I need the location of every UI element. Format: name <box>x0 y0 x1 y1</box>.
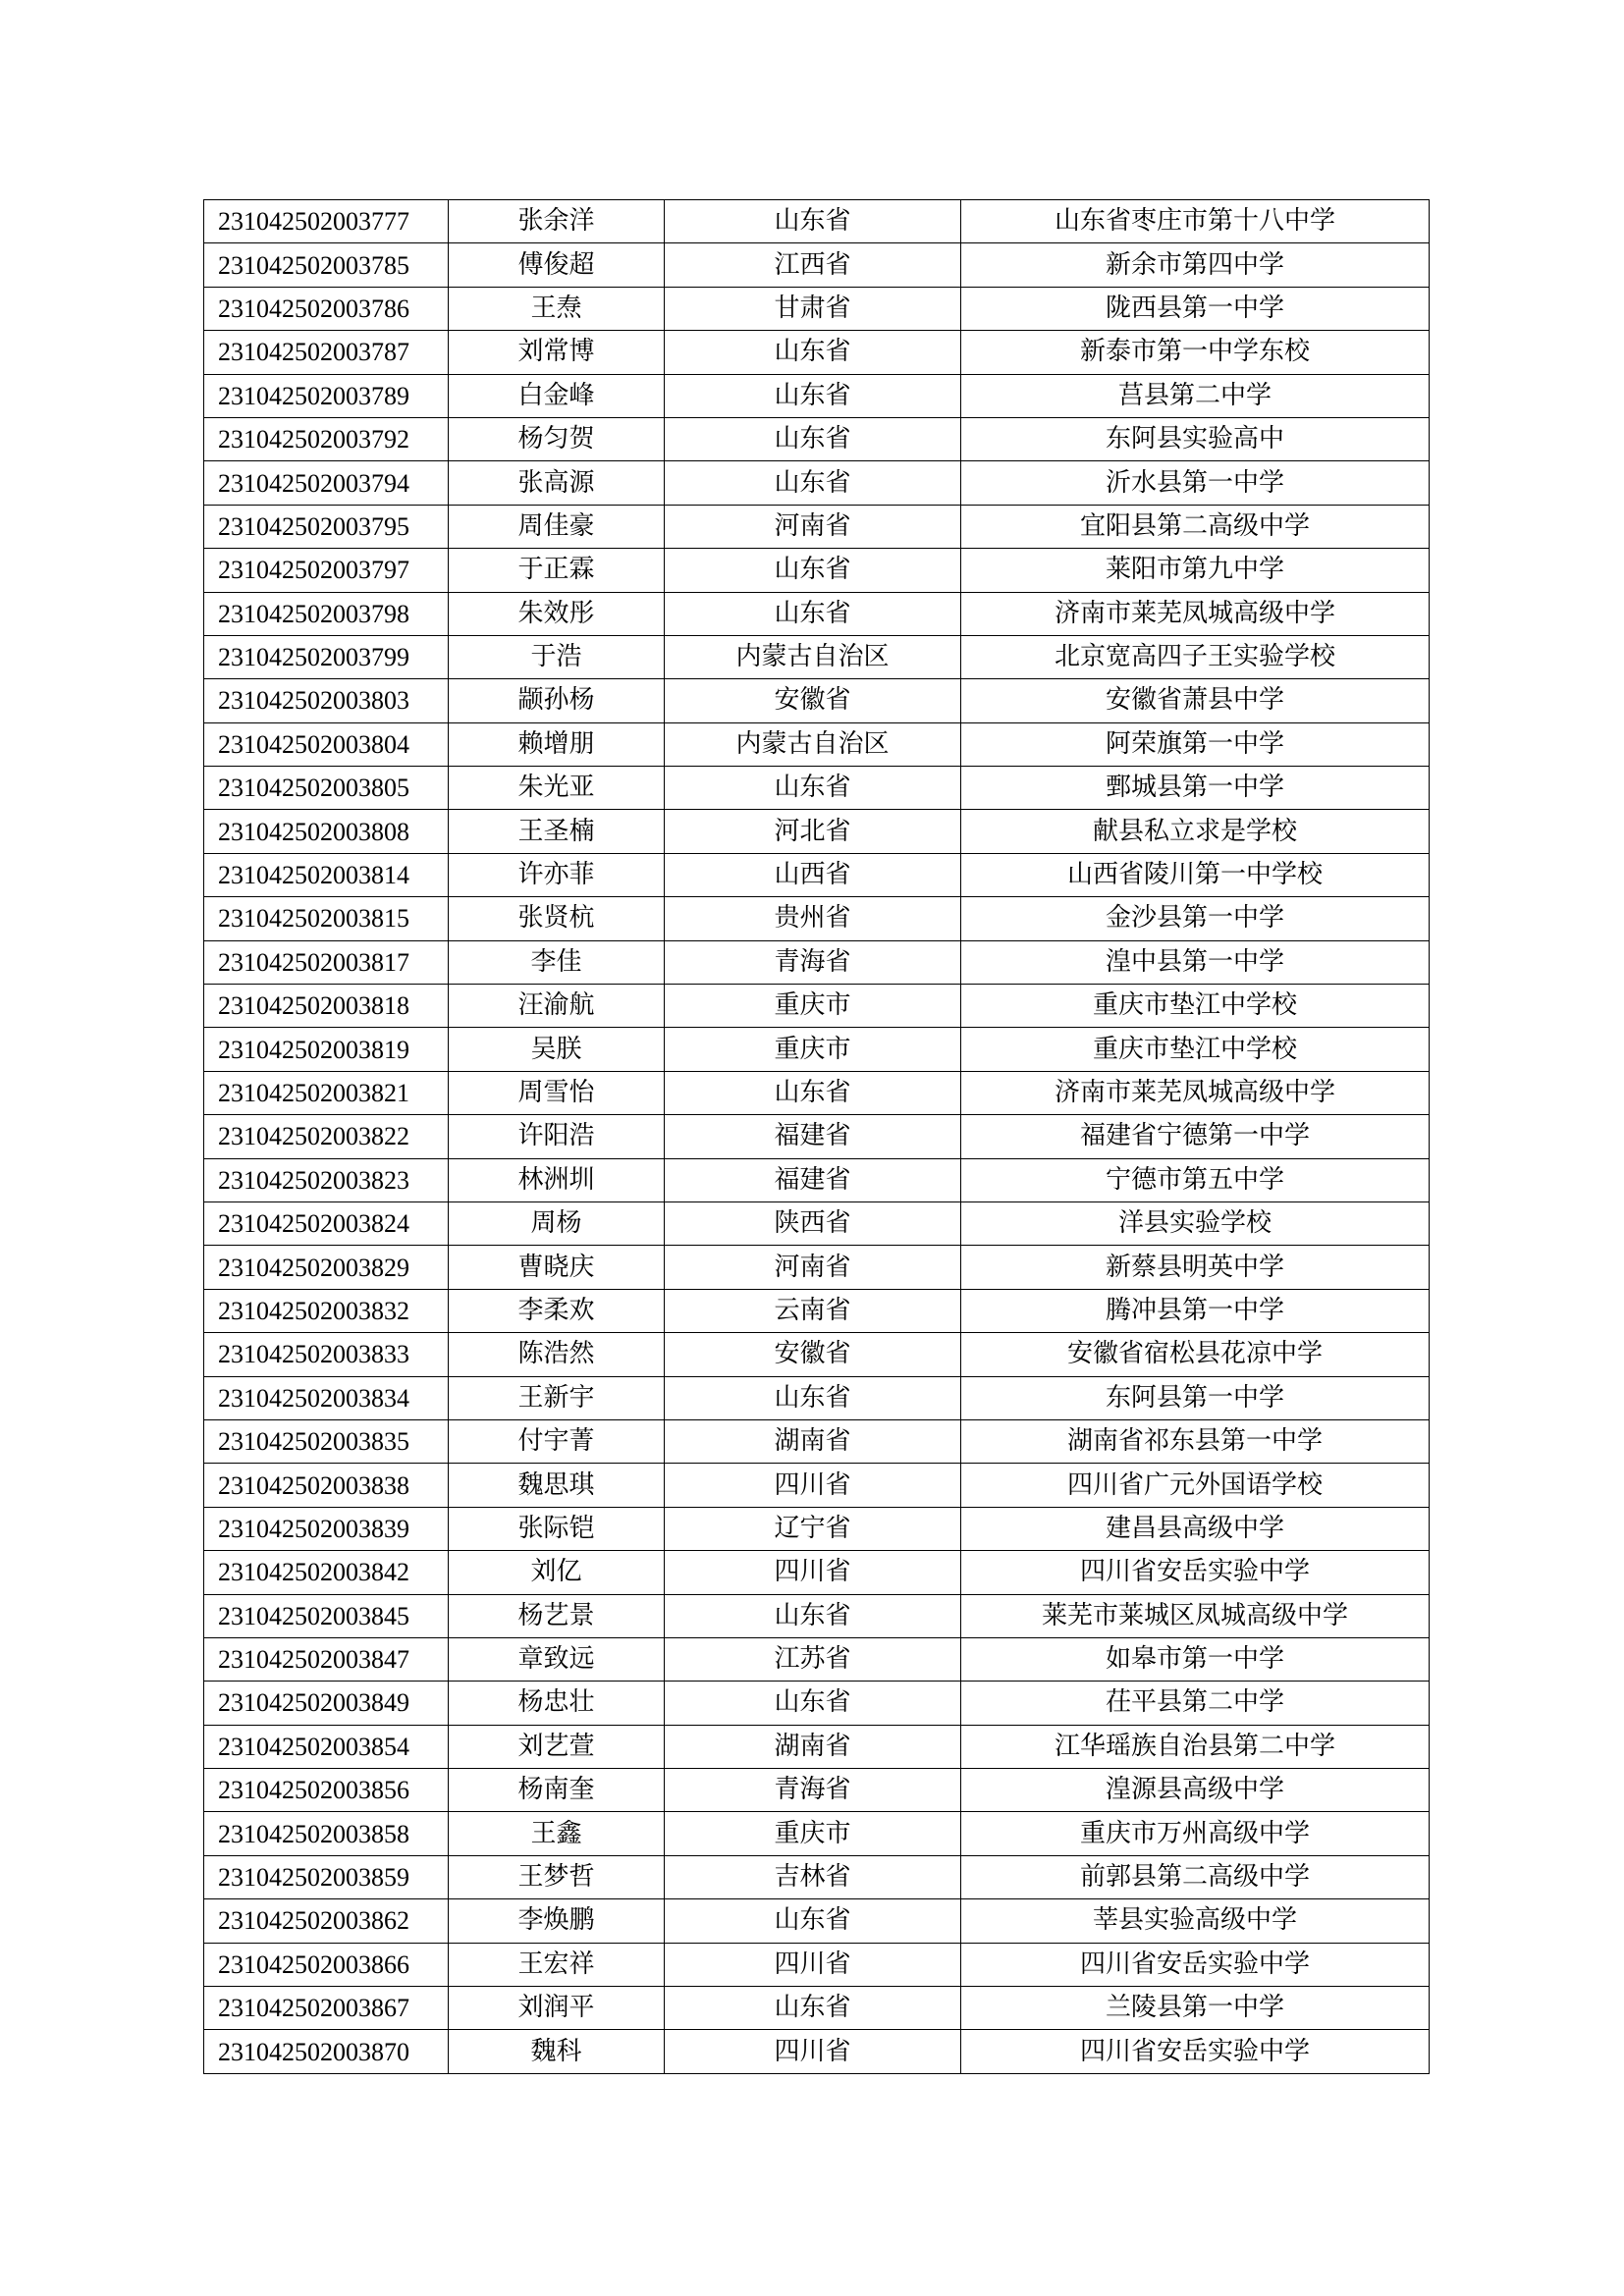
school-cell: 莱阳市第九中学 <box>961 549 1430 592</box>
candidate-id-cell: 231042502003815 <box>204 897 449 940</box>
candidate-id-cell: 231042502003838 <box>204 1464 449 1507</box>
province-cell: 青海省 <box>665 1769 961 1812</box>
table-row <box>204 635 1430 678</box>
school-cell: 福建省宁德第一中学 <box>961 1115 1430 1158</box>
school-cell: 宜阳县第二高级中学 <box>961 505 1430 548</box>
roster-sheet <box>203 199 1429 2074</box>
school-cell: 前郭县第二高级中学 <box>961 1855 1430 1898</box>
province-cell: 四川省 <box>665 2030 961 2073</box>
candidate-id-cell: 231042502003832 <box>204 1289 449 1332</box>
province-cell: 陕西省 <box>665 1201 961 1245</box>
table-row <box>204 2030 1430 2073</box>
table-row <box>204 767 1430 810</box>
candidate-id-cell: 231042502003839 <box>204 1507 449 1550</box>
school-cell: 腾冲县第一中学 <box>961 1289 1430 1332</box>
student-name-cell: 傅俊超 <box>449 243 665 287</box>
province-cell: 山东省 <box>665 461 961 505</box>
table-row <box>204 1943 1430 1986</box>
school-cell: 重庆市垫江中学校 <box>961 1028 1430 1071</box>
student-name-cell: 林洲圳 <box>449 1158 665 1201</box>
province-cell: 四川省 <box>665 1464 961 1507</box>
student-name-cell: 杨忠壮 <box>449 1682 665 1725</box>
province-cell: 山东省 <box>665 1071 961 1114</box>
candidate-id-cell: 231042502003829 <box>204 1246 449 1289</box>
student-name-cell: 李焕鹏 <box>449 1899 665 1943</box>
table-row <box>204 1115 1430 1158</box>
table-row <box>204 940 1430 984</box>
province-cell: 江西省 <box>665 243 961 287</box>
candidate-id-cell: 231042502003862 <box>204 1899 449 1943</box>
school-cell: 茌平县第二中学 <box>961 1682 1430 1725</box>
table-row <box>204 1899 1430 1943</box>
student-name-cell: 王鑫 <box>449 1812 665 1855</box>
province-cell: 吉林省 <box>665 1855 961 1898</box>
student-name-cell: 杨南奎 <box>449 1769 665 1812</box>
table-row <box>204 853 1430 896</box>
province-cell: 山西省 <box>665 853 961 896</box>
candidate-id-cell: 231042502003814 <box>204 853 449 896</box>
candidate-id-cell: 231042502003799 <box>204 635 449 678</box>
school-cell: 洋县实验学校 <box>961 1201 1430 1245</box>
student-name-cell: 王宏祥 <box>449 1943 665 1986</box>
province-cell: 山东省 <box>665 1376 961 1419</box>
table-row <box>204 1682 1430 1725</box>
table-row <box>204 1289 1430 1332</box>
candidate-id-cell: 231042502003798 <box>204 592 449 635</box>
school-cell: 建昌县高级中学 <box>961 1507 1430 1550</box>
candidate-id-cell: 231042502003870 <box>204 2030 449 2073</box>
student-name-cell: 刘亿 <box>449 1551 665 1594</box>
student-name-cell: 张高源 <box>449 461 665 505</box>
student-name-cell: 吴朕 <box>449 1028 665 1071</box>
candidate-id-cell: 231042502003849 <box>204 1682 449 1725</box>
school-cell: 陇西县第一中学 <box>961 287 1430 330</box>
school-cell: 东阿县第一中学 <box>961 1376 1430 1419</box>
school-cell: 江华瑶族自治县第二中学 <box>961 1725 1430 1768</box>
table-row <box>204 287 1430 330</box>
province-cell: 福建省 <box>665 1158 961 1201</box>
table-row <box>204 810 1430 853</box>
candidate-id-cell: 231042502003858 <box>204 1812 449 1855</box>
candidate-id-cell: 231042502003835 <box>204 1419 449 1463</box>
roster-table <box>203 199 1430 2074</box>
candidate-id-cell: 231042502003842 <box>204 1551 449 1594</box>
student-name-cell: 张际铠 <box>449 1507 665 1550</box>
student-name-cell: 张余洋 <box>449 200 665 243</box>
student-name-cell: 章致远 <box>449 1637 665 1681</box>
province-cell: 四川省 <box>665 1551 961 1594</box>
school-cell: 四川省安岳实验中学 <box>961 1943 1430 1986</box>
table-row <box>204 331 1430 374</box>
province-cell: 山东省 <box>665 200 961 243</box>
candidate-id-cell: 231042502003818 <box>204 985 449 1028</box>
province-cell: 甘肃省 <box>665 287 961 330</box>
table-row <box>204 1246 1430 1289</box>
student-name-cell: 王焘 <box>449 287 665 330</box>
candidate-id-cell: 231042502003823 <box>204 1158 449 1201</box>
candidate-id-cell: 231042502003866 <box>204 1943 449 1986</box>
province-cell: 山东省 <box>665 592 961 635</box>
school-cell: 献县私立求是学校 <box>961 810 1430 853</box>
table-row <box>204 374 1430 417</box>
student-name-cell: 周佳豪 <box>449 505 665 548</box>
student-name-cell: 李柔欢 <box>449 1289 665 1332</box>
province-cell: 内蒙古自治区 <box>665 722 961 766</box>
student-name-cell: 许阳浩 <box>449 1115 665 1158</box>
candidate-id-cell: 231042502003833 <box>204 1333 449 1376</box>
candidate-id-cell: 231042502003859 <box>204 1855 449 1898</box>
roster-table-body <box>204 200 1430 2074</box>
school-cell: 四川省安岳实验中学 <box>961 2030 1430 2073</box>
school-cell: 如皋市第一中学 <box>961 1637 1430 1681</box>
school-cell: 山西省陵川第一中学校 <box>961 853 1430 896</box>
table-row <box>204 1419 1430 1463</box>
table-row <box>204 1376 1430 1419</box>
school-cell: 济南市莱芜凤城高级中学 <box>961 592 1430 635</box>
school-cell: 安徽省宿松县花凉中学 <box>961 1333 1430 1376</box>
school-cell: 新泰市第一中学东校 <box>961 331 1430 374</box>
province-cell: 四川省 <box>665 1943 961 1986</box>
table-row <box>204 1855 1430 1898</box>
table-row <box>204 1333 1430 1376</box>
province-cell: 山东省 <box>665 1594 961 1637</box>
school-cell: 重庆市垫江中学校 <box>961 985 1430 1028</box>
student-name-cell: 白金峰 <box>449 374 665 417</box>
student-name-cell: 魏思琪 <box>449 1464 665 1507</box>
student-name-cell: 于浩 <box>449 635 665 678</box>
table-row <box>204 1028 1430 1071</box>
province-cell: 河南省 <box>665 1246 961 1289</box>
table-row <box>204 549 1430 592</box>
candidate-id-cell: 231042502003821 <box>204 1071 449 1114</box>
school-cell: 四川省安岳实验中学 <box>961 1551 1430 1594</box>
student-name-cell: 付宇菁 <box>449 1419 665 1463</box>
candidate-id-cell: 231042502003845 <box>204 1594 449 1637</box>
school-cell: 鄄城县第一中学 <box>961 767 1430 810</box>
province-cell: 河北省 <box>665 810 961 853</box>
school-cell: 安徽省萧县中学 <box>961 679 1430 722</box>
province-cell: 山东省 <box>665 549 961 592</box>
student-name-cell: 杨匀贺 <box>449 417 665 460</box>
table-row <box>204 897 1430 940</box>
table-row <box>204 1551 1430 1594</box>
candidate-id-cell: 231042502003856 <box>204 1769 449 1812</box>
school-cell: 湟中县第一中学 <box>961 940 1430 984</box>
candidate-id-cell: 231042502003787 <box>204 331 449 374</box>
table-row <box>204 1071 1430 1114</box>
province-cell: 湖南省 <box>665 1725 961 1768</box>
province-cell: 山东省 <box>665 767 961 810</box>
school-cell: 金沙县第一中学 <box>961 897 1430 940</box>
table-row <box>204 461 1430 505</box>
candidate-id-cell: 231042502003808 <box>204 810 449 853</box>
table-row <box>204 1769 1430 1812</box>
school-cell: 沂水县第一中学 <box>961 461 1430 505</box>
candidate-id-cell: 231042502003819 <box>204 1028 449 1071</box>
student-name-cell: 汪渝航 <box>449 985 665 1028</box>
table-row <box>204 505 1430 548</box>
school-cell: 宁德市第五中学 <box>961 1158 1430 1201</box>
province-cell: 辽宁省 <box>665 1507 961 1550</box>
province-cell: 重庆市 <box>665 1812 961 1855</box>
school-cell: 山东省枣庄市第十八中学 <box>961 200 1430 243</box>
school-cell: 重庆市万州高级中学 <box>961 1812 1430 1855</box>
candidate-id-cell: 231042502003785 <box>204 243 449 287</box>
student-name-cell: 曹晓庆 <box>449 1246 665 1289</box>
candidate-id-cell: 231042502003804 <box>204 722 449 766</box>
candidate-id-cell: 231042502003822 <box>204 1115 449 1158</box>
province-cell: 湖南省 <box>665 1419 961 1463</box>
school-cell: 新蔡县明英中学 <box>961 1246 1430 1289</box>
candidate-id-cell: 231042502003789 <box>204 374 449 417</box>
table-row <box>204 1158 1430 1201</box>
table-row <box>204 679 1430 722</box>
table-row <box>204 1594 1430 1637</box>
table-row <box>204 200 1430 243</box>
candidate-id-cell: 231042502003824 <box>204 1201 449 1245</box>
province-cell: 内蒙古自治区 <box>665 635 961 678</box>
table-row <box>204 243 1430 287</box>
table-row <box>204 417 1430 460</box>
student-name-cell: 颛孙杨 <box>449 679 665 722</box>
student-name-cell: 王梦哲 <box>449 1855 665 1898</box>
student-name-cell: 张贤杭 <box>449 897 665 940</box>
student-name-cell: 陈浩然 <box>449 1333 665 1376</box>
school-cell: 莒县第二中学 <box>961 374 1430 417</box>
school-cell: 莱芜市莱城区凤城高级中学 <box>961 1594 1430 1637</box>
candidate-id-cell: 231042502003786 <box>204 287 449 330</box>
school-cell: 济南市莱芜凤城高级中学 <box>961 1071 1430 1114</box>
candidate-id-cell: 231042502003854 <box>204 1725 449 1768</box>
province-cell: 青海省 <box>665 940 961 984</box>
candidate-id-cell: 231042502003805 <box>204 767 449 810</box>
table-row <box>204 1812 1430 1855</box>
table-row <box>204 1201 1430 1245</box>
province-cell: 福建省 <box>665 1115 961 1158</box>
province-cell: 安徽省 <box>665 1333 961 1376</box>
table-row <box>204 1464 1430 1507</box>
student-name-cell: 于正霖 <box>449 549 665 592</box>
candidate-id-cell: 231042502003797 <box>204 549 449 592</box>
school-cell: 北京宽高四子王实验学校 <box>961 635 1430 678</box>
school-cell: 莘县实验高级中学 <box>961 1899 1430 1943</box>
student-name-cell: 杨艺景 <box>449 1594 665 1637</box>
school-cell: 新余市第四中学 <box>961 243 1430 287</box>
candidate-id-cell: 231042502003834 <box>204 1376 449 1419</box>
province-cell: 重庆市 <box>665 1028 961 1071</box>
candidate-id-cell: 231042502003847 <box>204 1637 449 1681</box>
table-row <box>204 592 1430 635</box>
candidate-id-cell: 231042502003803 <box>204 679 449 722</box>
province-cell: 山东省 <box>665 1682 961 1725</box>
student-name-cell: 王新宇 <box>449 1376 665 1419</box>
student-name-cell: 刘润平 <box>449 1987 665 2030</box>
student-name-cell: 朱光亚 <box>449 767 665 810</box>
school-cell: 湟源县高级中学 <box>961 1769 1430 1812</box>
student-name-cell: 刘艺萱 <box>449 1725 665 1768</box>
table-row <box>204 1725 1430 1768</box>
school-cell: 湖南省祁东县第一中学 <box>961 1419 1430 1463</box>
candidate-id-cell: 231042502003777 <box>204 200 449 243</box>
candidate-id-cell: 231042502003817 <box>204 940 449 984</box>
school-cell: 阿荣旗第一中学 <box>961 722 1430 766</box>
province-cell: 贵州省 <box>665 897 961 940</box>
student-name-cell: 周杨 <box>449 1201 665 1245</box>
province-cell: 江苏省 <box>665 1637 961 1681</box>
student-name-cell: 王圣楠 <box>449 810 665 853</box>
province-cell: 重庆市 <box>665 985 961 1028</box>
province-cell: 山东省 <box>665 417 961 460</box>
student-name-cell: 刘常博 <box>449 331 665 374</box>
province-cell: 山东省 <box>665 331 961 374</box>
candidate-id-cell: 231042502003795 <box>204 505 449 548</box>
school-cell: 四川省广元外国语学校 <box>961 1464 1430 1507</box>
candidate-id-cell: 231042502003867 <box>204 1987 449 2030</box>
province-cell: 云南省 <box>665 1289 961 1332</box>
student-name-cell: 赖增朋 <box>449 722 665 766</box>
table-row <box>204 985 1430 1028</box>
table-row <box>204 722 1430 766</box>
student-name-cell: 许亦菲 <box>449 853 665 896</box>
student-name-cell: 周雪怡 <box>449 1071 665 1114</box>
table-row <box>204 1637 1430 1681</box>
school-cell: 兰陵县第一中学 <box>961 1987 1430 2030</box>
table-row <box>204 1507 1430 1550</box>
school-cell: 东阿县实验高中 <box>961 417 1430 460</box>
province-cell: 山东省 <box>665 1899 961 1943</box>
table-row <box>204 1987 1430 2030</box>
province-cell: 山东省 <box>665 374 961 417</box>
student-name-cell: 李佳 <box>449 940 665 984</box>
candidate-id-cell: 231042502003792 <box>204 417 449 460</box>
province-cell: 山东省 <box>665 1987 961 2030</box>
student-name-cell: 朱效彤 <box>449 592 665 635</box>
candidate-id-cell: 231042502003794 <box>204 461 449 505</box>
province-cell: 安徽省 <box>665 679 961 722</box>
student-name-cell: 魏科 <box>449 2030 665 2073</box>
province-cell: 河南省 <box>665 505 961 548</box>
